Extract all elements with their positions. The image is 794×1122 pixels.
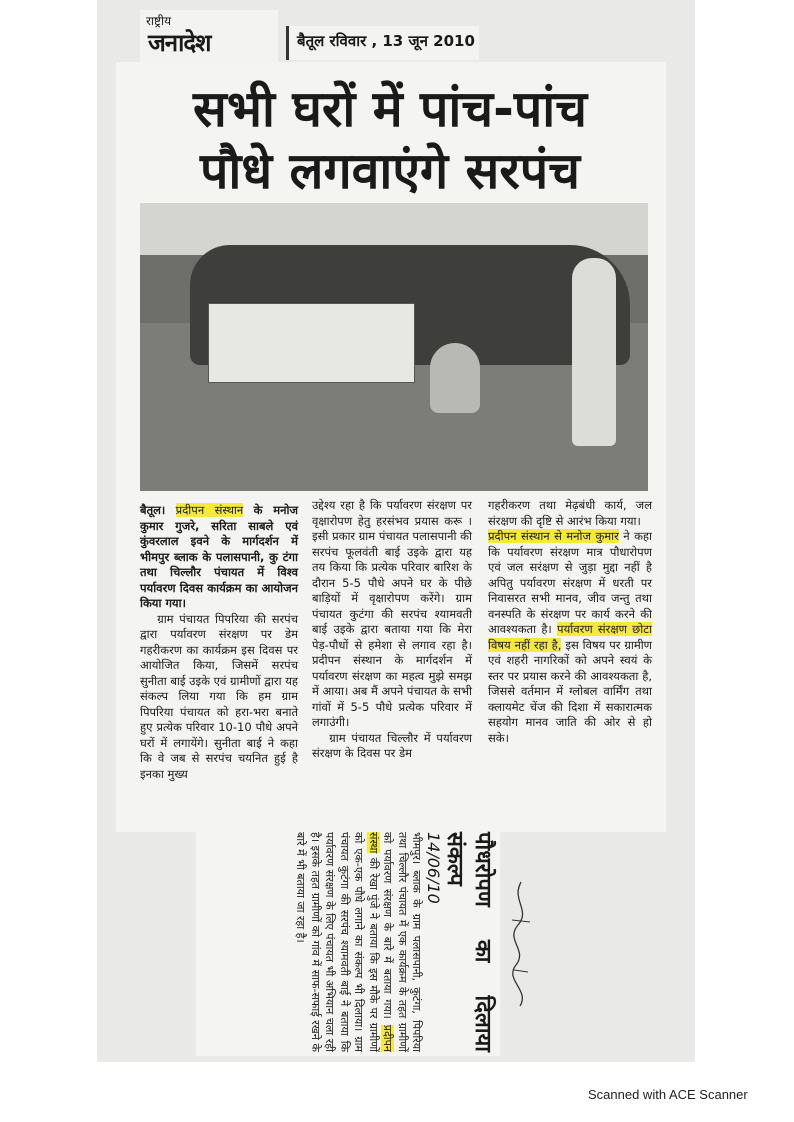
photo-water-pot xyxy=(430,343,480,413)
side-clip-rotated xyxy=(200,832,496,1052)
side-clip-highlight: प्रदीपन संस्था xyxy=(367,832,395,1053)
col3-para-3: इस विषय पर ग्रामीण एवं शहरी नागरिकों को अपने स्वयं के स्तर पर प्रयास करने की आवश्यकता है, जिससे वर्तमान में ग्लोबल वार्मिंग तथा क्लायमेट चेंज की दिशा में सकारात्मक सहयोग मानव जाति की ओर से हो सके। xyxy=(488,637,652,745)
side-clip-headline: पौधरोपण का दिलाया संकल्प xyxy=(442,832,495,1052)
photo-person xyxy=(572,258,616,446)
article-photo xyxy=(140,203,648,491)
side-clip-body: की रेखा पुंजे ने बताया कि इस मौके पर ग्रामीणों को एक-एक पौधे लगाने का संकल्प भी दिलाया। ग्राम पंचायत कुटंगा की सरपंच श्यामवती बाई ने बताया कि पर्यावरण संरक्षण के लिए पंचायत भी अभियान चला रही है। इसके तहत ग्रामीणों को गांव में साफ-सफाई रखने के बारे में भी बताया जा रहा है। xyxy=(294,832,380,1053)
article-column-2 xyxy=(312,498,472,762)
photo-banner xyxy=(208,303,415,383)
col1-para-1: के मनोज कुमार गुजरे, सरिता साबले एवं कुंवरलाल इवने के मार्गदर्शन में भीमपुर ब्लाक के पलासपानी, कु टंगा तथा चिल्लौर पंचायत में विश्व पर्यावरण दिवस कार्यक्रम का आयोजन किया गया। xyxy=(140,503,298,610)
col1-para-2: ग्राम पंचायत पिपरिया की सरपंच द्वारा पर्यावरण संरक्षण पर डेम गहरीकरण का कार्यक्रम इस दिवस पर आयोजित किया, जिसमें सरपंच सुनीता बाई उइके एवं ग्रामीणों द्वारा यह संकल्प लिया गया कि हम ग्राम पिपरिया पंचायत को हरा-भरा बनाते हुए प्रत्येक परिवार 10-10 पौधे अपने घरों में लगायेंगे। सुनीता बाई ने कहा कि वे जब से सरपंच चयनित हुई है इनका मुख्य xyxy=(140,611,299,781)
col2-para-2: ग्राम पंचायत चिल्लौर में पर्यावरण संरक्षण के दिवस पर डेम xyxy=(312,730,472,760)
article-column-3 xyxy=(488,498,652,746)
dateline: बैतूल। xyxy=(140,503,166,517)
side-clip-date: 14/06/10 xyxy=(424,832,443,904)
highlight-pradipan: प्रदीपन संस्थान xyxy=(175,503,244,517)
col3-para-2: ने कहा कि पर्यावरण संरक्षण मात्र पौधारोपण एवं जल सरंक्षण से जुड़ा मुद्दा नहीं है अपितु पर्यावरण संरक्षण में धरती पर निवासरत सभी मानव, जीव जन्तु तथा वनस्पति के संरक्षण पर कार्य करने की आवश्यकता है। xyxy=(488,529,652,636)
scanner-footer: Scanned with ACE Scanner xyxy=(588,1087,748,1102)
masthead-title: जनादेश xyxy=(148,29,211,57)
headline-line-2: पौधे लगवाएंगे सरपंच xyxy=(200,142,580,200)
side-clip-lead: भीमपुर। ब्लाक के ग्राम पलासपानी, कुटंगा, पिपरिया तथा चिल्लौर पंचायत में एक कार्यक्रम के तहत ग्रामीणों को पर्यावरण संरक्षण के बारे में बताया गया। xyxy=(381,832,424,1052)
date-line xyxy=(286,26,479,60)
col2-para-1: उद्देश्य रहा है कि पर्यावरण संरक्षण पर वृक्षारोपण हेतु हरसंभव प्रयास करू । इसी प्रकार ग्राम पंचायत पलासपानी की सरपंच फूलवंती बाई उइके द्वारा यह तय किया कि प्रत्येक परिवार बारिश के दौरान 5-5 पौधे अपने घर के पीछे बाड़ियों में वृक्षारोपण करेंगे। ग्राम पंचायत कुटंगा की सरपंच श्यामवती बाई उइके द्वारा बताया गया कि मेरा पेड़-पौधों से हमेशा से लगाव रहा है। प्रदीपन संस्थान के मार्गदर्शन में पर्यावरण संरक्षण का महत्व मुझे समझ में आया। अब मैं अपने पंचायत के सभी गांवों में 5-5 पौधे प्रत्येक परिवार में लगाउंगी। xyxy=(312,498,472,729)
masthead-tagline: राष्ट्रीय xyxy=(146,14,172,28)
col3-para-1: गहरीकरण तथा मेढ़बंधी कार्य, जल संरक्षण की दृष्टि से आरंभ किया गया। xyxy=(488,498,652,528)
highlight-manoj: प्रदीपन संस्थान से मनोज कुमार xyxy=(488,529,619,543)
side-clip-content xyxy=(196,828,500,1056)
handwritten-signature xyxy=(506,880,536,1010)
date-text: बैतूल रविवार , 13 जून 2010 xyxy=(297,32,475,50)
article-column-1 xyxy=(140,503,298,782)
highlight-topic: पर्यावरण संरक्षण छोटा विषय नहीं रहा है, xyxy=(488,622,652,652)
headline-line-1: सभी घरों में पांच-पांच xyxy=(193,80,587,138)
